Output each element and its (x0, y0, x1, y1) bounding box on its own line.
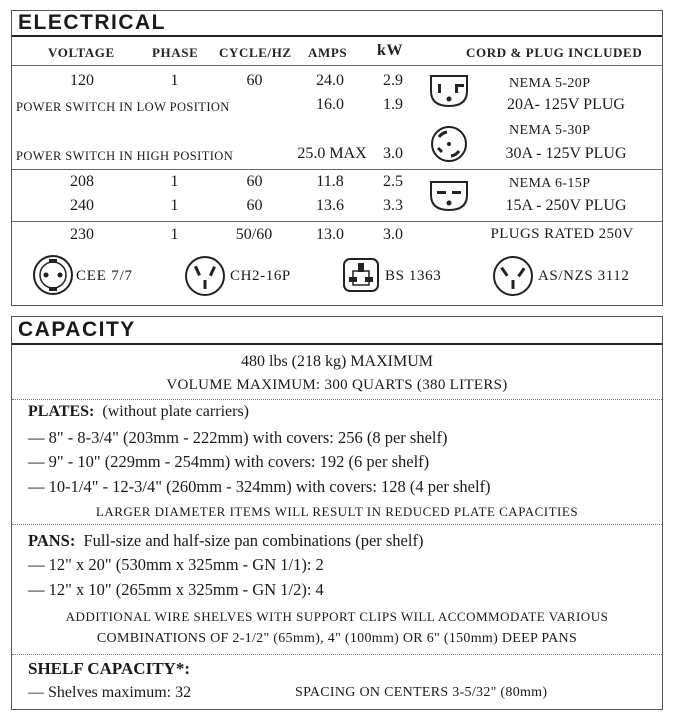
plates-footer: LARGER DIAMETER ITEMS WILL RESULT IN REDUCED PLATE CAPACITIES (95, 504, 579, 519)
row120-voltage: 120 (70, 72, 94, 89)
nema-5-20-name: NEMA 5-20P (509, 76, 591, 91)
row240-hz: 60 (246, 197, 263, 214)
row240-phase: 1 (170, 197, 179, 214)
col-cycle: CYCLE/HZ (219, 45, 292, 60)
plates-note: (without plate carriers) (102, 403, 249, 420)
pans-footer-1: ADDITIONAL WIRE SHELVES WITH SUPPORT CLIPS WILL ACCOMMODATE VARIOUS (65, 609, 609, 624)
col-cord-plug: CORD & PLUG INCLUDED (466, 45, 643, 60)
nema-5-30-rating: 30A - 125V PLUG (505, 145, 627, 162)
row208-phase: 1 (170, 173, 179, 190)
pans-heading-row (28, 531, 423, 551)
nema-5-30-name: NEMA 5-30P (509, 123, 591, 138)
bs-1363-plug-icon (342, 257, 380, 298)
plate-item-2: — 9" - 10" (229mm - 254mm) with covers: 192 (6 per shelf) (28, 452, 430, 471)
row230-hz: 50/60 (235, 226, 273, 243)
row240-voltage: 240 (70, 197, 94, 214)
shelf-spacing: SPACING ON CENTERS 3-5/32" (80mm) (295, 685, 548, 700)
pan-item-2: — 12" x 10" (265mm x 325mm - GN 1/2): 4 (28, 580, 324, 599)
shelf-heading: SHELF CAPACITY*: (28, 659, 190, 678)
row120-hz: 60 (246, 72, 263, 89)
plates-heading: PLATES: (28, 403, 95, 420)
ch2-16p-plug-icon (184, 255, 226, 302)
nema-6-15-rating: 15A - 250V PLUG (505, 197, 627, 214)
cee-7-7-label: CEE 7/7 (76, 268, 133, 284)
col-phase: PHASE (152, 45, 199, 60)
row208-kw: 2.5 (383, 173, 403, 190)
cee-7-7-plug-icon (32, 254, 74, 301)
electrical-title: ELECTRICAL (12, 11, 662, 37)
col-kw: kW (377, 42, 404, 59)
capacity-section (11, 316, 663, 710)
pan-item-1: — 12" x 20" (530mm x 325mm - GN 1/1): 2 (28, 555, 324, 574)
plate-item-1: — 8" - 8-3/4" (203mm - 222mm) with covers: 256 (8 per shelf) (28, 428, 448, 447)
plugs-rated: PLUGS RATED 250V (490, 226, 634, 242)
pans-footer-2: COMBINATIONS OF 2-1/2" (65mm), 4" (100mm) OR 6" (150mm) DEEP PANS (96, 631, 578, 646)
pans-heading: PANS: (28, 531, 76, 550)
low-switch-kw: 1.9 (383, 96, 403, 113)
plate-item-3: — 10-1/4" - 12-3/4" (260mm - 324mm) with covers: 128 (4 per shelf) (28, 477, 491, 496)
row240-amps: 13.6 (316, 197, 344, 214)
max-weight: 480 lbs (218 kg) MAXIMUM (241, 353, 433, 370)
col-amps: AMPS (308, 45, 348, 60)
high-switch-label: POWER SWITCH IN HIGH POSITION (16, 149, 234, 163)
as-nzs-3112-label: AS/NZS 3112 (538, 268, 630, 284)
row230-phase: 1 (170, 226, 179, 243)
row120-phase: 1 (170, 72, 179, 89)
nema-5-20-plug-icon (428, 73, 470, 114)
nema-5-30-plug-icon (430, 125, 468, 168)
nema-5-20-rating: 20A- 125V PLUG (507, 96, 625, 113)
row120-amps: 24.0 (316, 72, 344, 89)
high-switch-kw: 3.0 (383, 145, 403, 162)
electrical-section (11, 10, 663, 306)
plates-heading-row (28, 403, 249, 421)
ch2-16p-label: CH2-16P (230, 268, 291, 284)
row120-kw: 2.9 (383, 72, 403, 89)
nema-6-15-name: NEMA 6-15P (509, 176, 591, 191)
row230-voltage: 230 (70, 226, 94, 243)
shelves-max: — Shelves maximum: 32 (28, 684, 192, 701)
low-switch-label: POWER SWITCH IN LOW POSITION (16, 100, 230, 114)
low-switch-amps: 16.0 (316, 96, 344, 113)
capacity-title: CAPACITY (12, 317, 662, 345)
volume-max: VOLUME MAXIMUM: 300 QUARTS (380 LITERS) (166, 377, 508, 393)
row208-hz: 60 (246, 173, 263, 190)
nema-6-15-plug-icon (428, 179, 470, 218)
high-switch-amps: 25.0 MAX (297, 145, 367, 162)
pans-note: Full-size and half-size pan combinations (per shelf) (83, 531, 424, 550)
row208-voltage: 208 (70, 173, 94, 190)
row230-kw: 3.0 (383, 226, 403, 243)
col-voltage: VOLTAGE (48, 45, 115, 60)
row240-kw: 3.3 (383, 197, 403, 214)
row230-amps: 13.0 (316, 226, 344, 243)
bs-1363-label: BS 1363 (385, 268, 442, 284)
as-nzs-3112-plug-icon (492, 255, 534, 302)
row208-amps: 11.8 (316, 173, 344, 190)
